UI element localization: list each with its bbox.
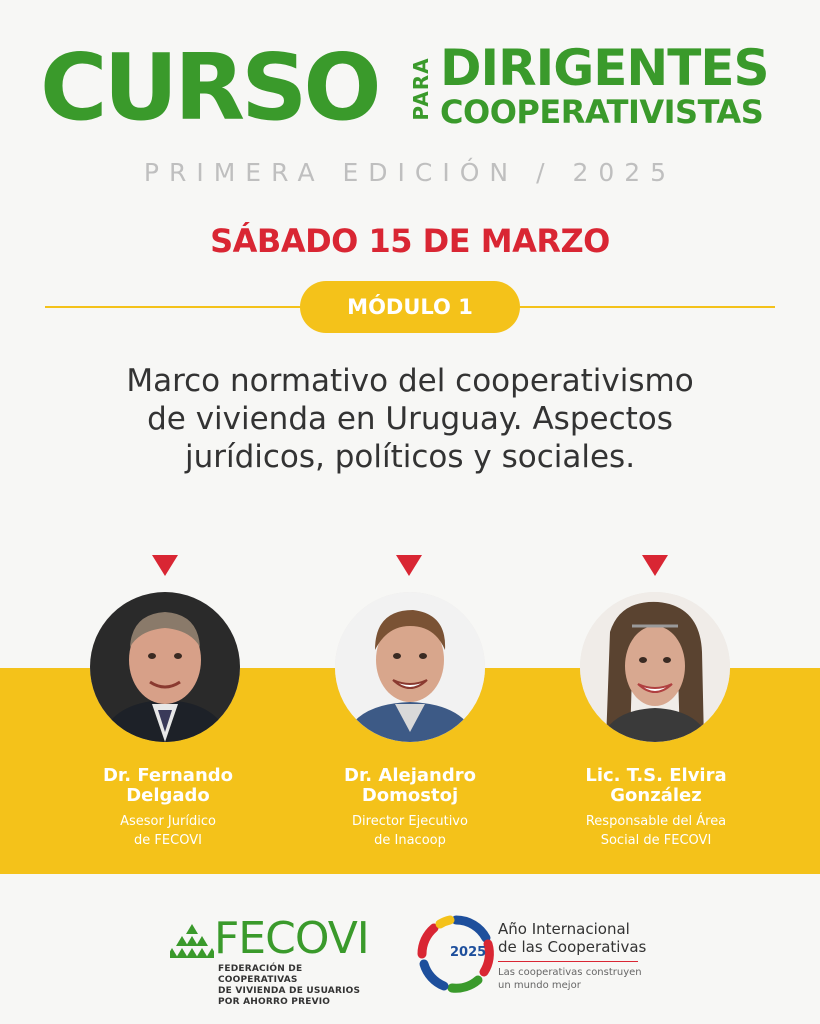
iyc-divider — [498, 961, 638, 962]
speaker-name: Dr. Alejandro Domostoj — [344, 765, 476, 806]
subject-line: Marco normativo del cooperativismo — [126, 363, 694, 399]
edition-label: PRIMERA EDICIÓN / 2025 — [143, 158, 677, 187]
speaker-photo — [90, 592, 240, 742]
fecovi-fullname: FEDERACIÓN DE COOPERATIVAS DE VIVIENDA DE USUARIOS POR AHORRO PREVIO — [218, 964, 361, 1007]
event-date: SÁBADO 15 DE MARZO — [210, 222, 610, 260]
speaker-role: Director Ejecutivo de Inacoop — [352, 814, 468, 848]
speaker-name: Lic. T.S. Elvira González — [585, 765, 727, 806]
iyc-tagline: Las cooperativas construyen un mundo mejor — [498, 967, 642, 991]
iyc-title-line: Año Internacional — [498, 920, 630, 938]
subject-line: jurídicos, políticos y sociales. — [184, 439, 636, 475]
course-title — [40, 34, 780, 141]
iyc-title-line: de las Cooperativas — [498, 938, 647, 956]
fecovi-name: FECOVI — [214, 913, 369, 964]
title-dirigentes: DIRIGENTES — [440, 39, 769, 97]
speaker-role: Asesor Jurídico de FECOVI — [120, 814, 216, 848]
module-subject — [60, 362, 760, 476]
title-cooperativistas: COOPERATIVISTAS — [440, 93, 764, 131]
speaker-role: Responsable del Área Social de FECOVI — [585, 814, 727, 848]
speaker-name: Dr. Fernando Delgado — [102, 765, 234, 806]
pointer-triangle-icon — [396, 555, 422, 576]
pointer-triangle-icon — [642, 555, 668, 576]
speaker-photo — [335, 592, 485, 742]
title-para: PARA — [409, 57, 433, 121]
title-curso: CURSO — [40, 34, 378, 141]
subject-line: de vivienda en Uruguay. Aspectos — [147, 401, 673, 437]
module-badge: MÓDULO 1 — [300, 281, 520, 333]
fecovi-logo — [170, 912, 380, 1007]
pointer-triangle-icon — [152, 555, 178, 576]
speaker-photo — [580, 592, 730, 742]
iyc-logo — [416, 912, 656, 1002]
fecovi-mark-icon — [170, 922, 214, 962]
iyc-year: 2025 — [450, 945, 487, 960]
